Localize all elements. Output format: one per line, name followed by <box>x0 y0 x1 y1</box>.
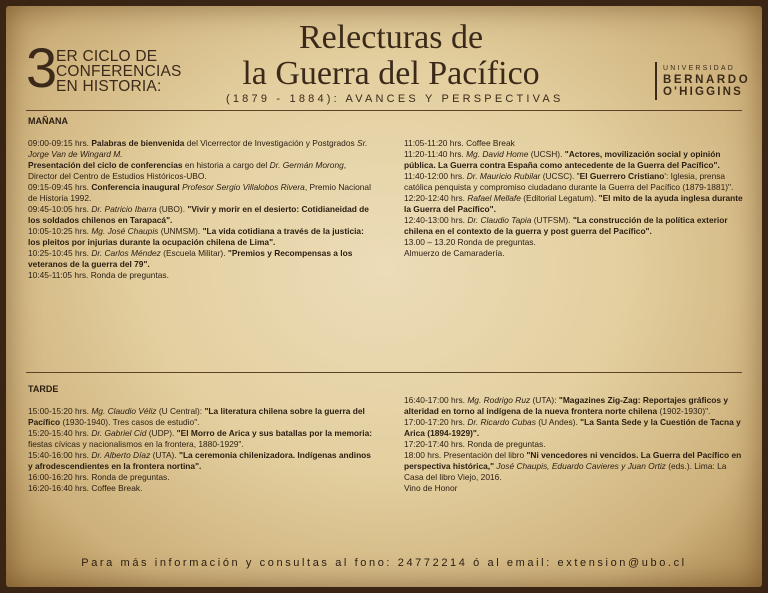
entry-bold: Presentación del ciclo de conferencias <box>28 160 183 170</box>
cycle-line: CONFERENCIAS <box>56 63 182 80</box>
entry-pre: 09:15-09:45 hrs. <box>28 182 92 192</box>
program-entry <box>404 138 744 149</box>
program-entry <box>404 483 744 494</box>
section-label-tarde: TARDE <box>28 384 59 394</box>
university-name-1: BERNARDO <box>663 74 751 86</box>
entry-bold2: "La literatura chilena sobre la guerra del Pacífico <box>28 406 365 427</box>
program-entry <box>404 193 744 215</box>
entry-bold2: "Actores, movilización social y opinión pública. La Guerra contra España como antecedente de la Guerra del Pacífico". <box>404 149 721 170</box>
cycle-text <box>56 49 216 94</box>
entry-bold2: "La Santa Sede y la Cuestión de Tacna y Arica (1894-1929)". <box>404 417 741 438</box>
program-entry <box>404 248 744 259</box>
entry-pre: 12:40-13:00 hrs. <box>404 215 468 225</box>
entry-pre: 13.00 – 13.20 Ronda de preguntas. <box>404 237 536 247</box>
program-entry <box>404 149 744 171</box>
entry-bold: Palabras de bienvenida <box>91 138 185 148</box>
university-label: UNIVERSIDAD <box>663 65 736 72</box>
title-line-2: la Guerra del Pacífico <box>242 55 540 92</box>
entry-pre: 15:20-15:40 hrs. <box>28 428 92 438</box>
title-line-1: Relecturas de <box>298 19 484 56</box>
entry-pre: 11:05-11:20 hrs. Coffee Break <box>404 138 515 148</box>
entry-ital: Dr. Carlos Méndez <box>91 248 161 258</box>
program-entry <box>404 417 744 439</box>
entry-pre: 17:00-17:20 hrs. <box>404 417 468 427</box>
entry-tail: fiestas cívicas y nacionalismos en la frontera, 1880-1929". <box>28 439 244 449</box>
entry-end: (eds.). Lima: La Casa del libro Viejo, 2016. <box>404 461 727 482</box>
entry-ital: Mg. David Home <box>466 149 529 159</box>
entry-end: (UBO). <box>156 204 188 214</box>
program-entry <box>404 450 744 483</box>
entry-end: (Escuela Militar). <box>160 248 228 258</box>
entry-ital: Dr. Germán Morong <box>269 160 344 170</box>
entry-end: (UTA). <box>150 450 179 460</box>
program-entry <box>28 248 373 270</box>
entry-pre: 15:40-16:00 hrs. <box>28 450 92 460</box>
entry-end: (UNMSM). <box>158 226 203 236</box>
entry-ital: Sr. Jorge Van de Wingard M. <box>28 138 368 159</box>
entry-tail: (1902-1930)". <box>657 406 711 416</box>
cycle-line: EN HISTORIA: <box>56 78 162 95</box>
tarde-right-column <box>404 395 744 494</box>
entry-pre: 10:25-10:45 hrs. <box>28 248 92 258</box>
program-entry <box>404 395 744 417</box>
entry-pre: 12:20-12:40 hrs. <box>404 193 468 203</box>
entry-bold2: "La construcción de la política exterior chilena en el contexto de la guerra y post guerra del Pacífico". <box>404 215 728 236</box>
entry-ital: Profesor Sergio Villalobos Rivera <box>182 182 305 192</box>
program-entry <box>28 472 373 483</box>
cycle-number: 3 <box>26 36 58 99</box>
entry-ital: Dr. Ricardo Cubas <box>467 417 536 427</box>
entry-bold2: "La vida cotidiana a través de la justicia: los pleitos por injurias durante la ocupación chilena de Lima". <box>28 226 364 247</box>
program-entry <box>28 226 373 248</box>
logo-bar <box>655 62 657 100</box>
page-title <box>226 20 556 92</box>
entry-ital: José Chaupis, Eduardo Cavieres y Juan Ortiz <box>496 461 666 471</box>
program-entry <box>28 270 373 281</box>
program-entry <box>28 428 373 450</box>
entry-ital: Dr. Mauricio Rubilar <box>466 171 541 181</box>
entry-end: (U Central): <box>156 406 205 416</box>
entry-end: (UCSC). " <box>540 171 580 181</box>
program-entry <box>28 160 373 182</box>
entry-end: , Premio Nacional de Historia 1992. <box>28 182 371 203</box>
entry-ital: Rafael Mellafe <box>467 193 521 203</box>
entry-end: (UTA): <box>530 395 559 405</box>
entry-pre: 09:45-10:05 hrs. <box>28 204 92 214</box>
entry-ital: Dr. Alberto Díaz <box>91 450 151 460</box>
entry-end: (UCSH). <box>528 149 565 159</box>
entry-bold: "Ni vencedores ni vencidos. La Guerra del Pacífico en perspectiva histórica," <box>404 450 742 471</box>
program-entry <box>28 182 373 204</box>
tarde-left-column <box>28 406 373 494</box>
entry-end: (UDP). <box>146 428 177 438</box>
entry-ital: Dr. Patricio Ibarra <box>91 204 157 214</box>
program-entry <box>404 237 744 248</box>
entry-end: , Director del Centro de Estudios Históricos-UBO. <box>28 160 347 181</box>
entry-bold2: "Vivir y morir en el desierto: Cotidianeidad de los soldados chilenos en Tarapacá". <box>28 204 369 225</box>
entry-pre: 17:20-17:40 hrs. Ronda de preguntas. <box>404 439 546 449</box>
entry-bold2: "El mito de la ayuda inglesa durante la Guerra del Pacífico". <box>404 193 743 214</box>
program-entry <box>404 171 744 193</box>
entry-ital: Mg. Rodrigo Ruz <box>467 395 531 405</box>
entry-pre: 15:00-15:20 hrs. <box>28 406 92 416</box>
entry-pre: Vino de Honor <box>404 483 458 493</box>
manana-right-column <box>404 138 744 259</box>
entry-bold2: El Guerrero Cristiano <box>579 171 665 181</box>
entry-bold2: "La ceremonia chilenizadora. Indígenas andinos y afrodescendientes en la frontera nortina". <box>28 450 371 471</box>
entry-end: (U Andes). <box>535 417 581 427</box>
subtitle: (1879 - 1884): AVANCES Y PERSPECTIVAS <box>226 93 564 105</box>
university-name-2: O'HIGGINS <box>663 86 744 98</box>
entry-end: (UTFSM). <box>531 215 573 225</box>
program-entry <box>28 483 373 494</box>
entry-bold: Conferencia inaugural <box>91 182 180 192</box>
cycle-line: ER CICLO DE <box>56 48 158 65</box>
section-label-manana: MAÑANA <box>28 116 68 126</box>
entry-pre: 09:00-09:15 hrs. <box>28 138 92 148</box>
entry-tail: ': Iglesia, prensa católica penquista y compromiso ciudadano durante la Guerra del Pacífico (1879-1881)". <box>404 171 734 192</box>
divider-top <box>26 110 742 111</box>
entry-pre: 18:00 hrs. Presentación del libro <box>404 450 527 460</box>
entry-pre: Almuerzo de Camaradería. <box>404 248 505 258</box>
entry-ital: Mg. José Chaupis <box>91 226 159 236</box>
entry-end: (Editorial Legatum). <box>520 193 599 203</box>
entry-bold2: "Premios y Recompensas a los veteranos de la guerra del 79". <box>28 248 353 269</box>
manana-left-column <box>28 138 373 281</box>
entry-pre: 11:40-12:00 hrs. <box>404 171 467 181</box>
divider-middle <box>26 372 742 373</box>
entry-rest: del Vicerrector de Investigación y Postgrados <box>184 138 357 148</box>
entry-pre: 16:20-16:40 hrs. Coffee Break. <box>28 483 143 493</box>
entry-ital: Dr. Gabriel Cid <box>91 428 147 438</box>
entry-rest: en historia a cargo del <box>182 160 270 170</box>
entry-tail: (1930-1940). Tres casos de estudio". <box>60 417 200 427</box>
entry-pre: 10:45-11:05 hrs. Ronda de preguntas. <box>28 270 169 280</box>
cycle-heading <box>26 36 206 100</box>
program-entry <box>28 450 373 472</box>
entry-bold2: "Magazines Zig-Zag: Reportajes gráficos y alteridad en torno al indígena de la nueva frontera norte chilena <box>404 395 729 416</box>
entry-pre: 11:20-11:40 hrs. <box>404 149 467 159</box>
university-logo <box>655 62 755 100</box>
program-entry <box>28 204 373 226</box>
footer-contact: Para más información y consultas al fono: 24772214 ó al email: extension@ubo.cl <box>81 557 687 569</box>
program-entry <box>28 406 373 428</box>
entry-ital: Mg. Claudio Véliz <box>91 406 157 416</box>
program-entry <box>28 138 373 160</box>
entry-pre: 16:40-17:00 hrs. <box>404 395 468 405</box>
program-entry <box>404 215 744 237</box>
entry-pre: 16:00-16:20 hrs. Ronda de preguntas. <box>28 472 170 482</box>
program-entry <box>404 439 744 450</box>
entry-ital: Dr. Claudio Tapia <box>467 215 532 225</box>
entry-bold2: "El Morro de Arica y sus batallas por la memoria: <box>176 428 373 438</box>
entry-pre: 10:05-10:25 hrs. <box>28 226 92 236</box>
